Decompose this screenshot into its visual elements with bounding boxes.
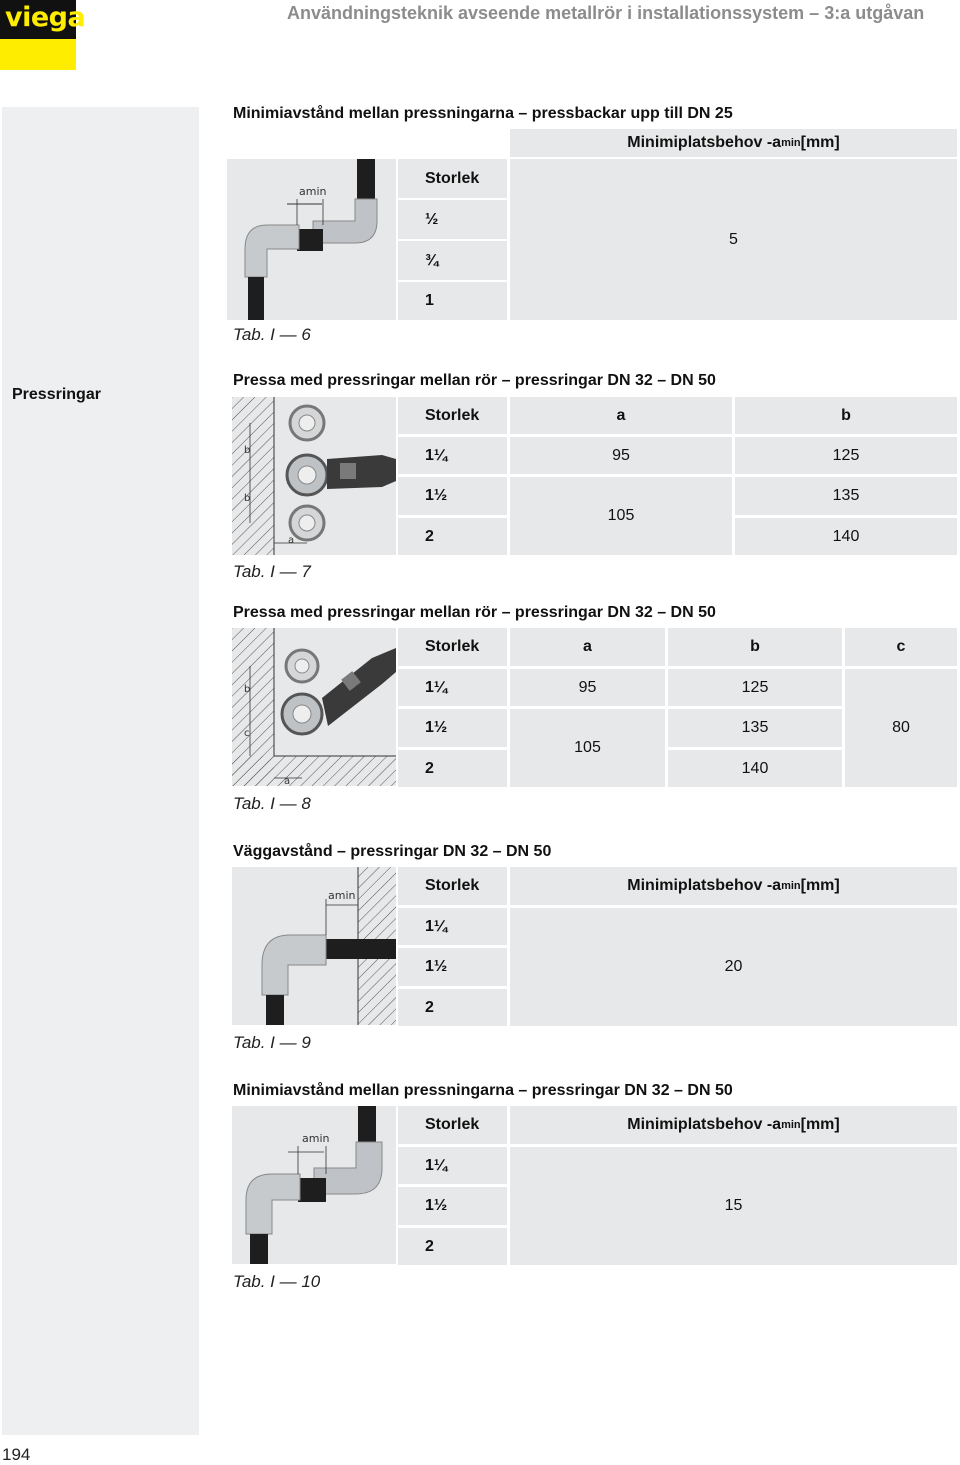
- page-header-title: Användningsteknik avseende metallrör i installationssystem – 3:a utgåvan: [287, 3, 925, 23]
- header-a: a: [510, 397, 732, 434]
- logo-text: viega: [5, 2, 86, 33]
- b-value: 135: [735, 477, 957, 515]
- b-label: b: [244, 684, 251, 695]
- header-a: a: [510, 628, 665, 666]
- amin-label: amin: [328, 889, 356, 902]
- table-label: Tab. I — 8: [233, 794, 311, 813]
- b-value: 135: [668, 709, 842, 747]
- section-title: Minimiavstånd mellan pressningarna – pressringar DN 32 – DN 50: [233, 1082, 733, 1099]
- amin-label: amin: [299, 185, 327, 198]
- min-space-value: 20: [510, 908, 957, 1026]
- a-label: a: [288, 535, 295, 546]
- a-label: a: [284, 776, 291, 786]
- size-cell: ½: [398, 200, 507, 239]
- elbow-figure: [232, 1106, 396, 1264]
- b-value: 140: [735, 518, 957, 555]
- header-size: Storlek: [398, 159, 507, 198]
- size-cell: 1½: [398, 477, 507, 515]
- b-value: 125: [735, 437, 957, 474]
- a-value: 105: [510, 477, 732, 555]
- header-min-space: Minimiplatsbehov -a min [mm]: [510, 867, 957, 905]
- a-value: 95: [510, 437, 732, 474]
- sidebar-label: Pressringar: [12, 386, 101, 403]
- viega-logo: [0, 0, 86, 70]
- header-min-space: Minimiplatsbehov -a min [mm]: [510, 1106, 957, 1144]
- size-cell: 1¼: [398, 908, 507, 945]
- size-cell: 1¼: [398, 437, 507, 474]
- size-cell: 1½: [398, 948, 507, 986]
- header-b: b: [735, 397, 957, 434]
- c-label: c: [244, 728, 250, 739]
- table-label: Tab. I — 10: [233, 1272, 321, 1291]
- a-value: 95: [510, 669, 665, 706]
- section-title: Pressa med pressringar mellan rör – pressringar DN 32 – DN 50: [233, 372, 716, 389]
- elbow-figure: [227, 159, 396, 320]
- section-title: Pressa med pressringar mellan rör – pressringar DN 32 – DN 50: [233, 604, 716, 621]
- b-label: b: [244, 493, 251, 504]
- header-size: Storlek: [398, 628, 507, 666]
- size-cell: 1½: [398, 1187, 507, 1225]
- wall-elbow-figure: [232, 867, 396, 1025]
- header-size: Storlek: [398, 1106, 507, 1144]
- section-title: Väggavstånd – pressringar DN 32 – DN 50: [233, 843, 552, 860]
- sidebar: [2, 107, 199, 1435]
- page-number: 194: [2, 1445, 31, 1464]
- size-cell: 2: [398, 518, 507, 555]
- min-space-value: 5: [510, 159, 957, 320]
- header-b: b: [668, 628, 842, 666]
- a-value: 105: [510, 709, 665, 787]
- table-label: Tab. I — 7: [233, 562, 311, 581]
- c-value: 80: [845, 669, 957, 787]
- size-cell: 2: [398, 750, 507, 787]
- size-cell: 1: [398, 282, 507, 320]
- table-label: Tab. I — 9: [233, 1033, 311, 1052]
- header-c: c: [845, 628, 957, 666]
- b-value: 140: [668, 750, 842, 787]
- header-size: Storlek: [398, 397, 507, 434]
- b-value: 125: [668, 669, 842, 706]
- size-cell: 1½: [398, 709, 507, 747]
- size-cell: 2: [398, 1228, 507, 1265]
- press-tool-corner-figure: [232, 628, 396, 786]
- b-label: b: [244, 445, 251, 456]
- press-tool-figure: [232, 397, 396, 555]
- header-min-space: Minimiplatsbehov -a min [mm]: [510, 129, 957, 157]
- amin-label: amin: [302, 1132, 330, 1145]
- min-space-value: 15: [510, 1147, 957, 1265]
- section-title: Minimiavstånd mellan pressningarna – pressbackar upp till DN 25: [233, 105, 733, 122]
- size-cell: 1¼: [398, 669, 507, 706]
- header-size: Storlek: [398, 867, 507, 905]
- size-cell: 2: [398, 989, 507, 1026]
- table-label: Tab. I — 6: [233, 325, 311, 344]
- size-cell: ¾: [398, 241, 507, 280]
- size-cell: 1¼: [398, 1147, 507, 1184]
